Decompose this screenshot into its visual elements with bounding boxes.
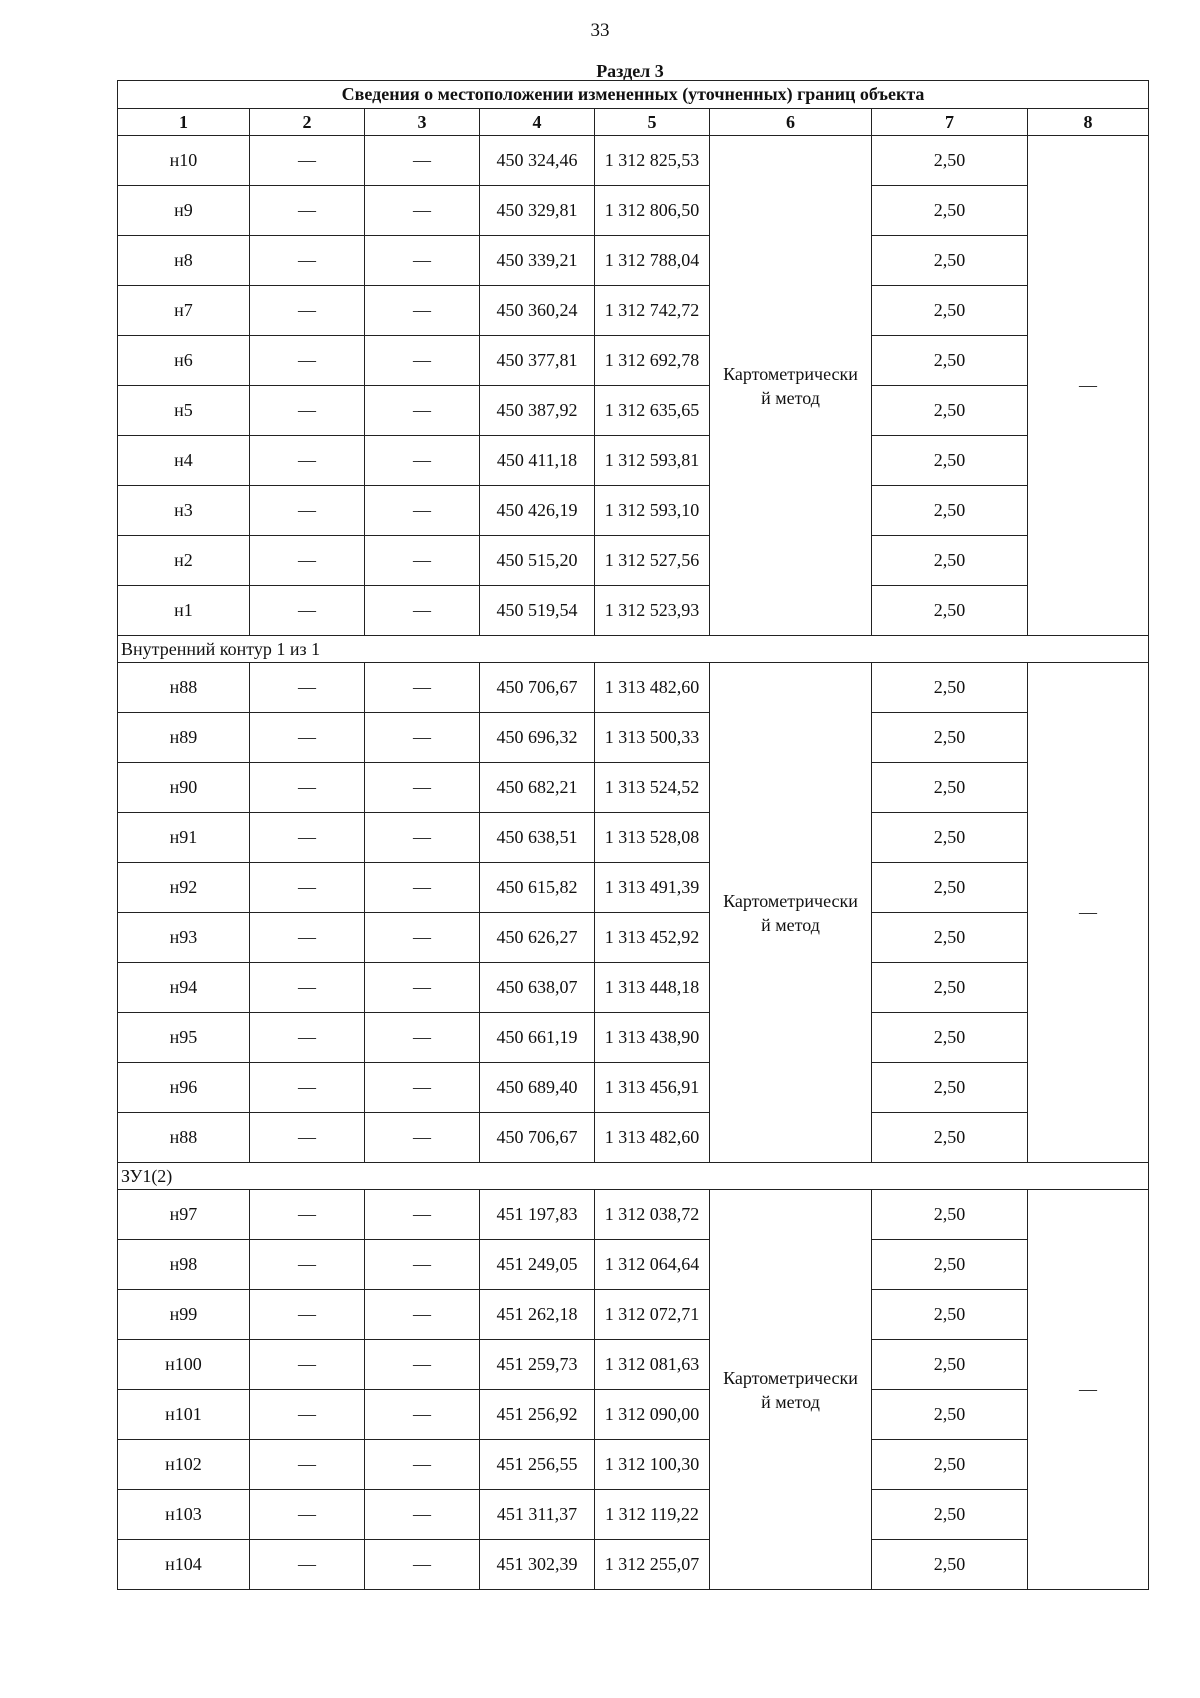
method-line: Картометрически xyxy=(723,1367,858,1388)
column-number: 2 xyxy=(250,109,365,136)
dash-cell: — xyxy=(365,1540,480,1590)
x-coordinate: 450 689,40 xyxy=(480,1063,595,1113)
accuracy-value: 2,50 xyxy=(872,913,1028,963)
table-row xyxy=(118,186,1149,236)
dash-cell: — xyxy=(365,1390,480,1440)
table-row xyxy=(118,236,1149,286)
dash-cell: — xyxy=(365,286,480,336)
x-coordinate: 450 377,81 xyxy=(480,336,595,386)
dash-cell: — xyxy=(250,1190,365,1240)
y-coordinate: 1 313 482,60 xyxy=(595,663,710,713)
y-coordinate: 1 312 593,10 xyxy=(595,486,710,536)
point-name: н96 xyxy=(118,1063,250,1113)
table-row xyxy=(118,813,1149,863)
dash-cell: — xyxy=(250,1240,365,1290)
dash-cell: — xyxy=(250,1440,365,1490)
y-coordinate: 1 312 635,65 xyxy=(595,386,710,436)
method-cell xyxy=(710,663,872,1163)
y-coordinate: 1 312 090,00 xyxy=(595,1390,710,1440)
table-row xyxy=(118,1113,1149,1163)
dash-cell: — xyxy=(365,763,480,813)
y-coordinate: 1 313 438,90 xyxy=(595,1013,710,1063)
dash-cell: — xyxy=(365,186,480,236)
dash-cell: — xyxy=(250,386,365,436)
table-row xyxy=(118,1390,1149,1440)
dash-cell: — xyxy=(365,813,480,863)
table-row xyxy=(118,586,1149,636)
x-coordinate: 450 426,19 xyxy=(480,486,595,536)
accuracy-value: 2,50 xyxy=(872,1490,1028,1540)
point-name: н8 xyxy=(118,236,250,286)
table-row xyxy=(118,763,1149,813)
dash-cell: — xyxy=(365,386,480,436)
contour-label: ЗУ1(2) xyxy=(118,1163,1149,1190)
y-coordinate: 1 312 072,71 xyxy=(595,1290,710,1340)
y-coordinate: 1 312 788,04 xyxy=(595,236,710,286)
y-coordinate: 1 313 482,60 xyxy=(595,1113,710,1163)
dash-cell: — xyxy=(365,1113,480,1163)
x-coordinate: 450 519,54 xyxy=(480,586,595,636)
dash-cell: — xyxy=(250,1390,365,1440)
method-line: Картометрически xyxy=(723,363,858,384)
dash-cell: — xyxy=(365,1490,480,1540)
x-coordinate: 450 638,07 xyxy=(480,963,595,1013)
accuracy-value: 2,50 xyxy=(872,963,1028,1013)
point-name: н90 xyxy=(118,763,250,813)
dash-cell: — xyxy=(250,1290,365,1340)
dash-cell: — xyxy=(250,963,365,1013)
column-number: 5 xyxy=(595,109,710,136)
x-coordinate: 450 329,81 xyxy=(480,186,595,236)
table-row xyxy=(118,436,1149,486)
y-coordinate: 1 312 825,53 xyxy=(595,136,710,186)
y-coordinate: 1 312 100,30 xyxy=(595,1440,710,1490)
dash-cell: — xyxy=(365,336,480,386)
accuracy-value: 2,50 xyxy=(872,1440,1028,1490)
point-name: н4 xyxy=(118,436,250,486)
column8-cell: — xyxy=(1028,1190,1149,1590)
accuracy-value: 2,50 xyxy=(872,136,1028,186)
column-number: 7 xyxy=(872,109,1028,136)
point-name: н94 xyxy=(118,963,250,1013)
point-name: н104 xyxy=(118,1540,250,1590)
accuracy-value: 2,50 xyxy=(872,286,1028,336)
x-coordinate: 450 515,20 xyxy=(480,536,595,586)
dash-cell: — xyxy=(365,1063,480,1113)
column8-cell: — xyxy=(1028,136,1149,636)
x-coordinate: 451 302,39 xyxy=(480,1540,595,1590)
point-name: н98 xyxy=(118,1240,250,1290)
dash-cell: — xyxy=(365,586,480,636)
y-coordinate: 1 312 255,07 xyxy=(595,1540,710,1590)
dash-cell: — xyxy=(365,1190,480,1240)
method-line: й метод xyxy=(761,387,820,408)
table-row xyxy=(118,663,1149,713)
x-coordinate: 450 706,67 xyxy=(480,1113,595,1163)
y-coordinate: 1 313 452,92 xyxy=(595,913,710,963)
dash-cell: — xyxy=(365,436,480,486)
table-row xyxy=(118,713,1149,763)
point-name: н5 xyxy=(118,386,250,436)
x-coordinate: 450 339,21 xyxy=(480,236,595,286)
dash-cell: — xyxy=(365,136,480,186)
dash-cell: — xyxy=(365,536,480,586)
x-coordinate: 450 324,46 xyxy=(480,136,595,186)
point-name: н89 xyxy=(118,713,250,763)
dash-cell: — xyxy=(250,436,365,486)
table-row xyxy=(118,486,1149,536)
x-coordinate: 451 256,92 xyxy=(480,1390,595,1440)
y-coordinate: 1 313 528,08 xyxy=(595,813,710,863)
point-name: н100 xyxy=(118,1340,250,1390)
dash-cell: — xyxy=(365,1290,480,1340)
coordinates-table xyxy=(117,80,1149,1590)
x-coordinate: 450 682,21 xyxy=(480,763,595,813)
dash-cell: — xyxy=(250,1063,365,1113)
table-row xyxy=(118,286,1149,336)
y-coordinate: 1 313 456,91 xyxy=(595,1063,710,1113)
accuracy-value: 2,50 xyxy=(872,1390,1028,1440)
dash-cell: — xyxy=(250,813,365,863)
dash-cell: — xyxy=(365,486,480,536)
table-row xyxy=(118,1190,1149,1240)
y-coordinate: 1 312 038,72 xyxy=(595,1190,710,1240)
section-title: Раздел 3 xyxy=(596,61,664,81)
column-number: 1 xyxy=(118,109,250,136)
dash-cell: — xyxy=(365,236,480,286)
accuracy-value: 2,50 xyxy=(872,386,1028,436)
dash-cell: — xyxy=(365,1440,480,1490)
accuracy-value: 2,50 xyxy=(872,236,1028,286)
point-name: н3 xyxy=(118,486,250,536)
dash-cell: — xyxy=(250,536,365,586)
accuracy-value: 2,50 xyxy=(872,1013,1028,1063)
accuracy-value: 2,50 xyxy=(872,763,1028,813)
y-coordinate: 1 312 806,50 xyxy=(595,186,710,236)
dash-cell: — xyxy=(365,1240,480,1290)
dash-cell: — xyxy=(250,663,365,713)
x-coordinate: 450 706,67 xyxy=(480,663,595,713)
table-row xyxy=(118,1540,1149,1590)
y-coordinate: 1 312 692,78 xyxy=(595,336,710,386)
accuracy-value: 2,50 xyxy=(872,436,1028,486)
dash-cell: — xyxy=(250,186,365,236)
dash-cell: — xyxy=(250,713,365,763)
accuracy-value: 2,50 xyxy=(872,336,1028,386)
dash-cell: — xyxy=(250,236,365,286)
x-coordinate: 451 249,05 xyxy=(480,1240,595,1290)
column-number: 4 xyxy=(480,109,595,136)
dash-cell: — xyxy=(250,913,365,963)
accuracy-value: 2,50 xyxy=(872,713,1028,763)
point-name: н99 xyxy=(118,1290,250,1340)
point-name: н93 xyxy=(118,913,250,963)
table-row xyxy=(118,1013,1149,1063)
point-name: н102 xyxy=(118,1440,250,1490)
x-coordinate: 450 411,18 xyxy=(480,436,595,486)
dash-cell: — xyxy=(365,1340,480,1390)
point-name: н88 xyxy=(118,663,250,713)
x-coordinate: 451 259,73 xyxy=(480,1340,595,1390)
dash-cell: — xyxy=(365,713,480,763)
point-name: н92 xyxy=(118,863,250,913)
accuracy-value: 2,50 xyxy=(872,1190,1028,1240)
x-coordinate: 451 197,83 xyxy=(480,1190,595,1240)
table-body xyxy=(118,81,1149,1590)
point-name: н88 xyxy=(118,1113,250,1163)
dash-cell: — xyxy=(250,286,365,336)
dash-cell: — xyxy=(250,586,365,636)
y-coordinate: 1 313 448,18 xyxy=(595,963,710,1013)
method-line: Картометрически xyxy=(723,890,858,911)
table-row xyxy=(118,1490,1149,1540)
table-row xyxy=(118,536,1149,586)
method-line: й метод xyxy=(761,1391,820,1412)
x-coordinate: 451 256,55 xyxy=(480,1440,595,1490)
accuracy-value: 2,50 xyxy=(872,1340,1028,1390)
y-coordinate: 1 313 491,39 xyxy=(595,863,710,913)
y-coordinate: 1 313 524,52 xyxy=(595,763,710,813)
y-coordinate: 1 312 523,93 xyxy=(595,586,710,636)
point-name: н91 xyxy=(118,813,250,863)
y-coordinate: 1 312 742,72 xyxy=(595,286,710,336)
accuracy-value: 2,50 xyxy=(872,186,1028,236)
accuracy-value: 2,50 xyxy=(872,1290,1028,1340)
accuracy-value: 2,50 xyxy=(872,486,1028,536)
accuracy-value: 2,50 xyxy=(872,863,1028,913)
dash-cell: — xyxy=(365,913,480,963)
accuracy-value: 2,50 xyxy=(872,1113,1028,1163)
dash-cell: — xyxy=(250,136,365,186)
x-coordinate: 450 696,32 xyxy=(480,713,595,763)
point-name: н101 xyxy=(118,1390,250,1440)
x-coordinate: 450 360,24 xyxy=(480,286,595,336)
table-row xyxy=(118,913,1149,963)
x-coordinate: 451 311,37 xyxy=(480,1490,595,1540)
x-coordinate: 451 262,18 xyxy=(480,1290,595,1340)
dash-cell: — xyxy=(250,1013,365,1063)
x-coordinate: 450 626,27 xyxy=(480,913,595,963)
column8-cell: — xyxy=(1028,663,1149,1163)
column-number: 8 xyxy=(1028,109,1149,136)
x-coordinate: 450 661,19 xyxy=(480,1013,595,1063)
accuracy-value: 2,50 xyxy=(872,1240,1028,1290)
accuracy-value: 2,50 xyxy=(872,813,1028,863)
contour-label-row xyxy=(118,636,1149,663)
table-row xyxy=(118,1240,1149,1290)
y-coordinate: 1 312 064,64 xyxy=(595,1240,710,1290)
accuracy-value: 2,50 xyxy=(872,586,1028,636)
point-name: н9 xyxy=(118,186,250,236)
table-row xyxy=(118,136,1149,186)
dash-cell: — xyxy=(365,963,480,1013)
table-caption: Сведения о местоположении измененных (уточненных) границ объекта xyxy=(118,81,1149,109)
point-name: н1 xyxy=(118,586,250,636)
point-name: н6 xyxy=(118,336,250,386)
y-coordinate: 1 312 081,63 xyxy=(595,1340,710,1390)
x-coordinate: 450 387,92 xyxy=(480,386,595,436)
page-number: 33 xyxy=(590,20,610,41)
contour-label-row xyxy=(118,1163,1149,1190)
accuracy-value: 2,50 xyxy=(872,1540,1028,1590)
dash-cell: — xyxy=(250,1340,365,1390)
accuracy-value: 2,50 xyxy=(872,536,1028,586)
table-caption-row xyxy=(118,81,1149,109)
point-name: н2 xyxy=(118,536,250,586)
y-coordinate: 1 312 527,56 xyxy=(595,536,710,586)
point-name: н95 xyxy=(118,1013,250,1063)
column-numbers-row xyxy=(118,109,1149,136)
point-name: н97 xyxy=(118,1190,250,1240)
method-line: й метод xyxy=(761,914,820,935)
dash-cell: — xyxy=(365,1013,480,1063)
method-cell xyxy=(710,1190,872,1590)
column-number: 3 xyxy=(365,109,480,136)
point-name: н10 xyxy=(118,136,250,186)
x-coordinate: 450 615,82 xyxy=(480,863,595,913)
dash-cell: — xyxy=(250,1113,365,1163)
table-row xyxy=(118,1340,1149,1390)
point-name: н7 xyxy=(118,286,250,336)
method-cell xyxy=(710,136,872,636)
table-row xyxy=(118,1063,1149,1113)
dash-cell: — xyxy=(365,863,480,913)
dash-cell: — xyxy=(250,1490,365,1540)
table-row xyxy=(118,963,1149,1013)
y-coordinate: 1 312 119,22 xyxy=(595,1490,710,1540)
table-row xyxy=(118,386,1149,436)
column-number: 6 xyxy=(710,109,872,136)
dash-cell: — xyxy=(365,663,480,713)
table-row xyxy=(118,1440,1149,1490)
y-coordinate: 1 313 500,33 xyxy=(595,713,710,763)
accuracy-value: 2,50 xyxy=(872,663,1028,713)
table-row xyxy=(118,863,1149,913)
dash-cell: — xyxy=(250,763,365,813)
y-coordinate: 1 312 593,81 xyxy=(595,436,710,486)
point-name: н103 xyxy=(118,1490,250,1540)
accuracy-value: 2,50 xyxy=(872,1063,1028,1113)
x-coordinate: 450 638,51 xyxy=(480,813,595,863)
table-row xyxy=(118,1290,1149,1340)
contour-label: Внутренний контур 1 из 1 xyxy=(118,636,1149,663)
dash-cell: — xyxy=(250,336,365,386)
dash-cell: — xyxy=(250,863,365,913)
dash-cell: — xyxy=(250,486,365,536)
dash-cell: — xyxy=(250,1540,365,1590)
table-row xyxy=(118,336,1149,386)
